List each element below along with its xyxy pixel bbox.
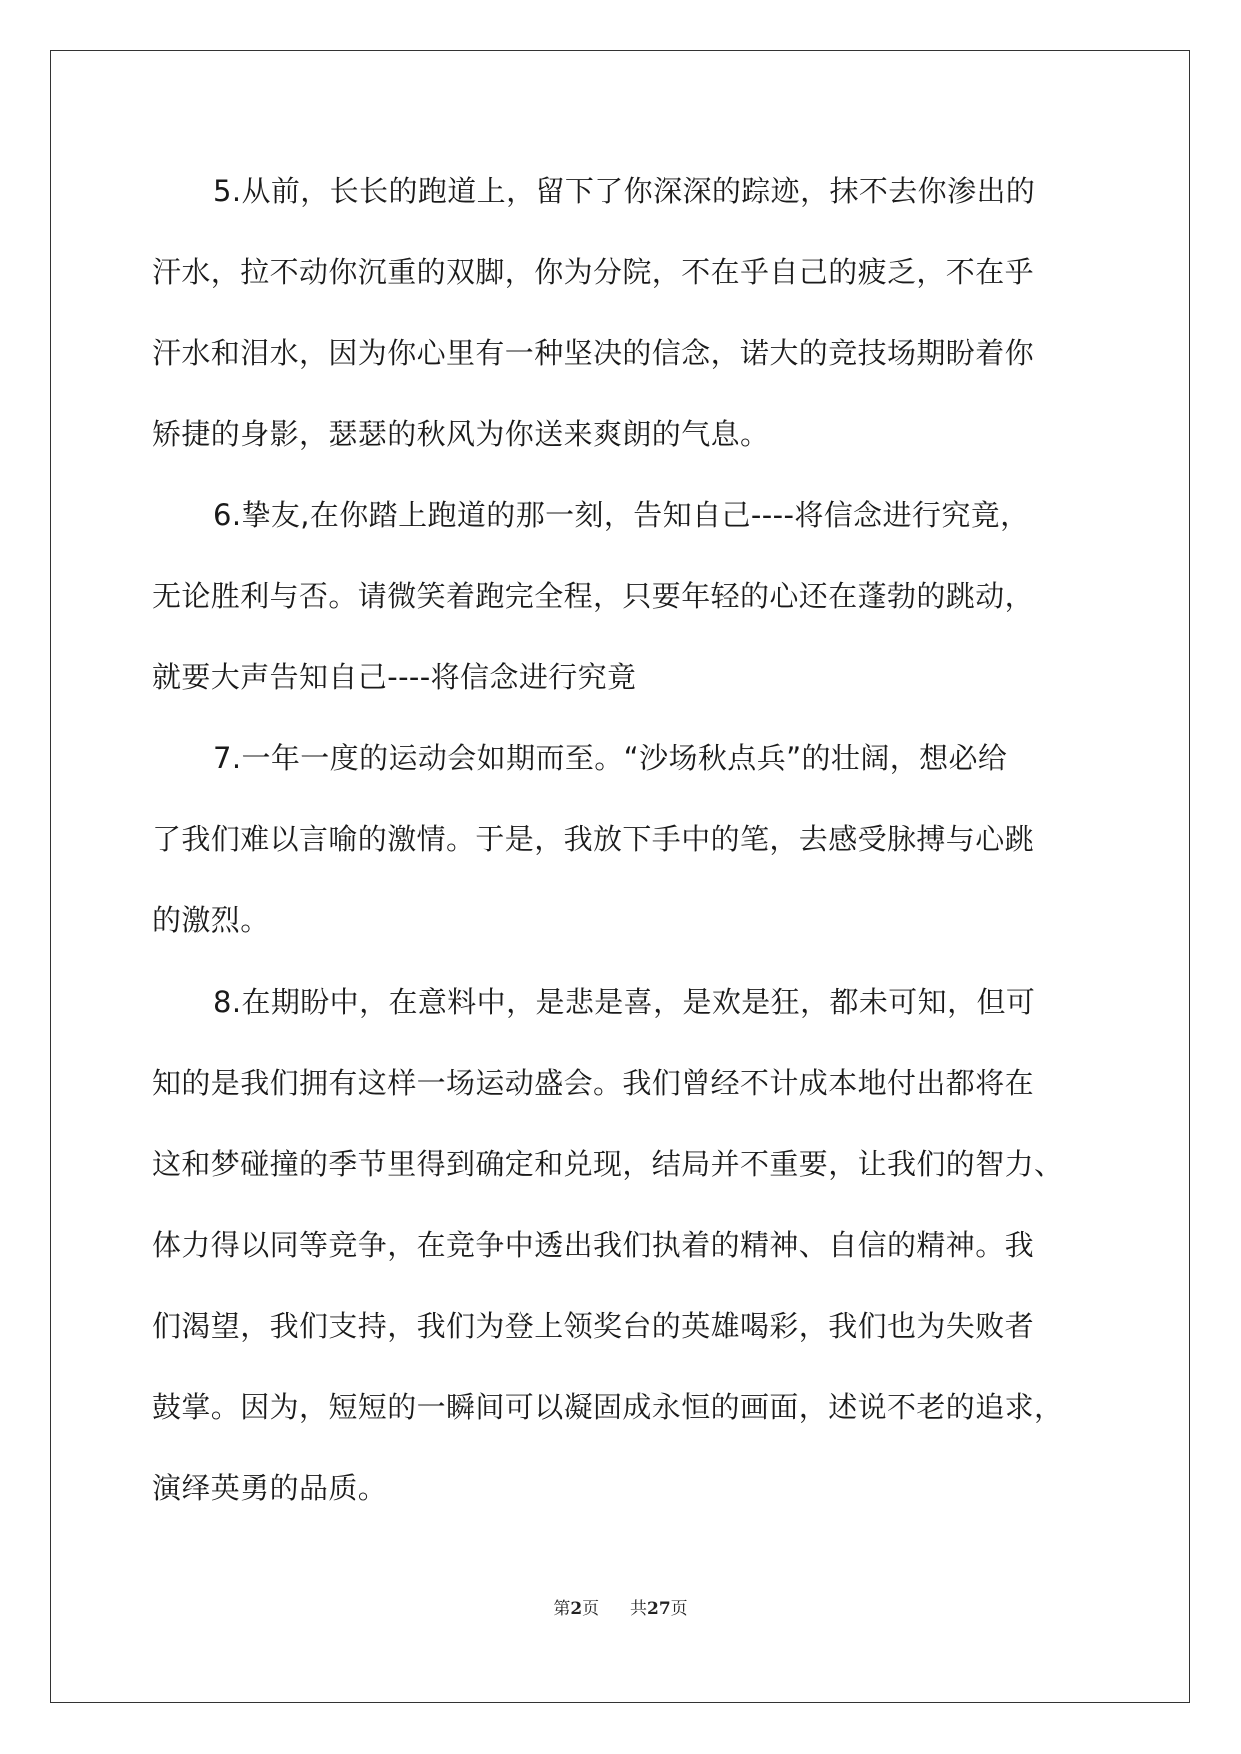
paragraph-7-line-2: 了我们难以言喻的激情。于是，我放下手中的笔，去感受脉搏与心跳 <box>152 822 1035 856</box>
paragraph-8-line-5: 们渴望，我们支持，我们为登上领奖台的英雄喝彩，我们也为失败者 <box>152 1309 1035 1343</box>
total-pages: 27 <box>646 1599 671 1619</box>
paragraph-6-line-1: 6.挚友,在你踏上跑道的那一刻，告知自己----将信念进行究竟， <box>213 498 1030 532</box>
paragraph-6-line-3: 就要大声告知自己----将信念进行究竟 <box>152 660 637 694</box>
paragraph-5-line-4: 矫捷的身影，瑟瑟的秋风为你送来爽朗的气息。 <box>152 417 770 451</box>
paragraph-5-line-3: 汗水和泪水，因为你心里有一种坚决的信念，诺大的竞技场期盼着你 <box>152 336 1035 370</box>
total-pages-label <box>630 1597 688 1621</box>
paragraph-5-line-1: 5.从前，长长的跑道上，留下了你深深的踪迹，抹不去你渗出的 <box>213 174 1036 208</box>
page-number: 2 <box>570 1599 583 1619</box>
paragraph-7-line-3: 的激烈。 <box>152 903 270 937</box>
page-footer <box>0 1597 1241 1621</box>
paragraph-5-line-2: 汗水，拉不动你沉重的双脚，你为分院，不在乎自己的疲乏，不在乎 <box>152 255 1035 289</box>
page-number-label <box>553 1597 599 1621</box>
page-suffix: 页 <box>582 1599 600 1619</box>
paragraph-8-line-4: 体力得以同等竞争，在竞争中透出我们执着的精神、自信的精神。我 <box>152 1228 1035 1262</box>
page-prefix: 第 <box>553 1599 571 1619</box>
paragraph-8-line-7: 演绎英勇的品质。 <box>152 1471 388 1505</box>
paragraph-8-line-1: 8.在期盼中，在意料中，是悲是喜，是欢是狂，都未可知，但可 <box>213 985 1036 1019</box>
paragraph-8-line-2: 知的是我们拥有这样一场运动盛会。我们曾经不计成本地付出都将在 <box>152 1066 1035 1100</box>
total-prefix: 共 <box>629 1599 647 1619</box>
page-border <box>50 50 1190 1703</box>
paragraph-8-line-6: 鼓掌。因为，短短的一瞬间可以凝固成永恒的画面，述说不老的追求， <box>152 1390 1064 1424</box>
total-suffix: 页 <box>670 1599 688 1619</box>
paragraph-7-line-1: 7.一年一度的运动会如期而至。“沙场秋点兵”的壮阔，想必给 <box>213 741 1008 775</box>
paragraph-8-line-3: 这和梦碰撞的季节里得到确定和兑现，结局并不重要，让我们的智力、 <box>152 1147 1064 1181</box>
paragraph-6-line-2: 无论胜利与否。请微笑着跑完全程，只要年轻的心还在蓬勃的跳动， <box>152 579 1035 613</box>
